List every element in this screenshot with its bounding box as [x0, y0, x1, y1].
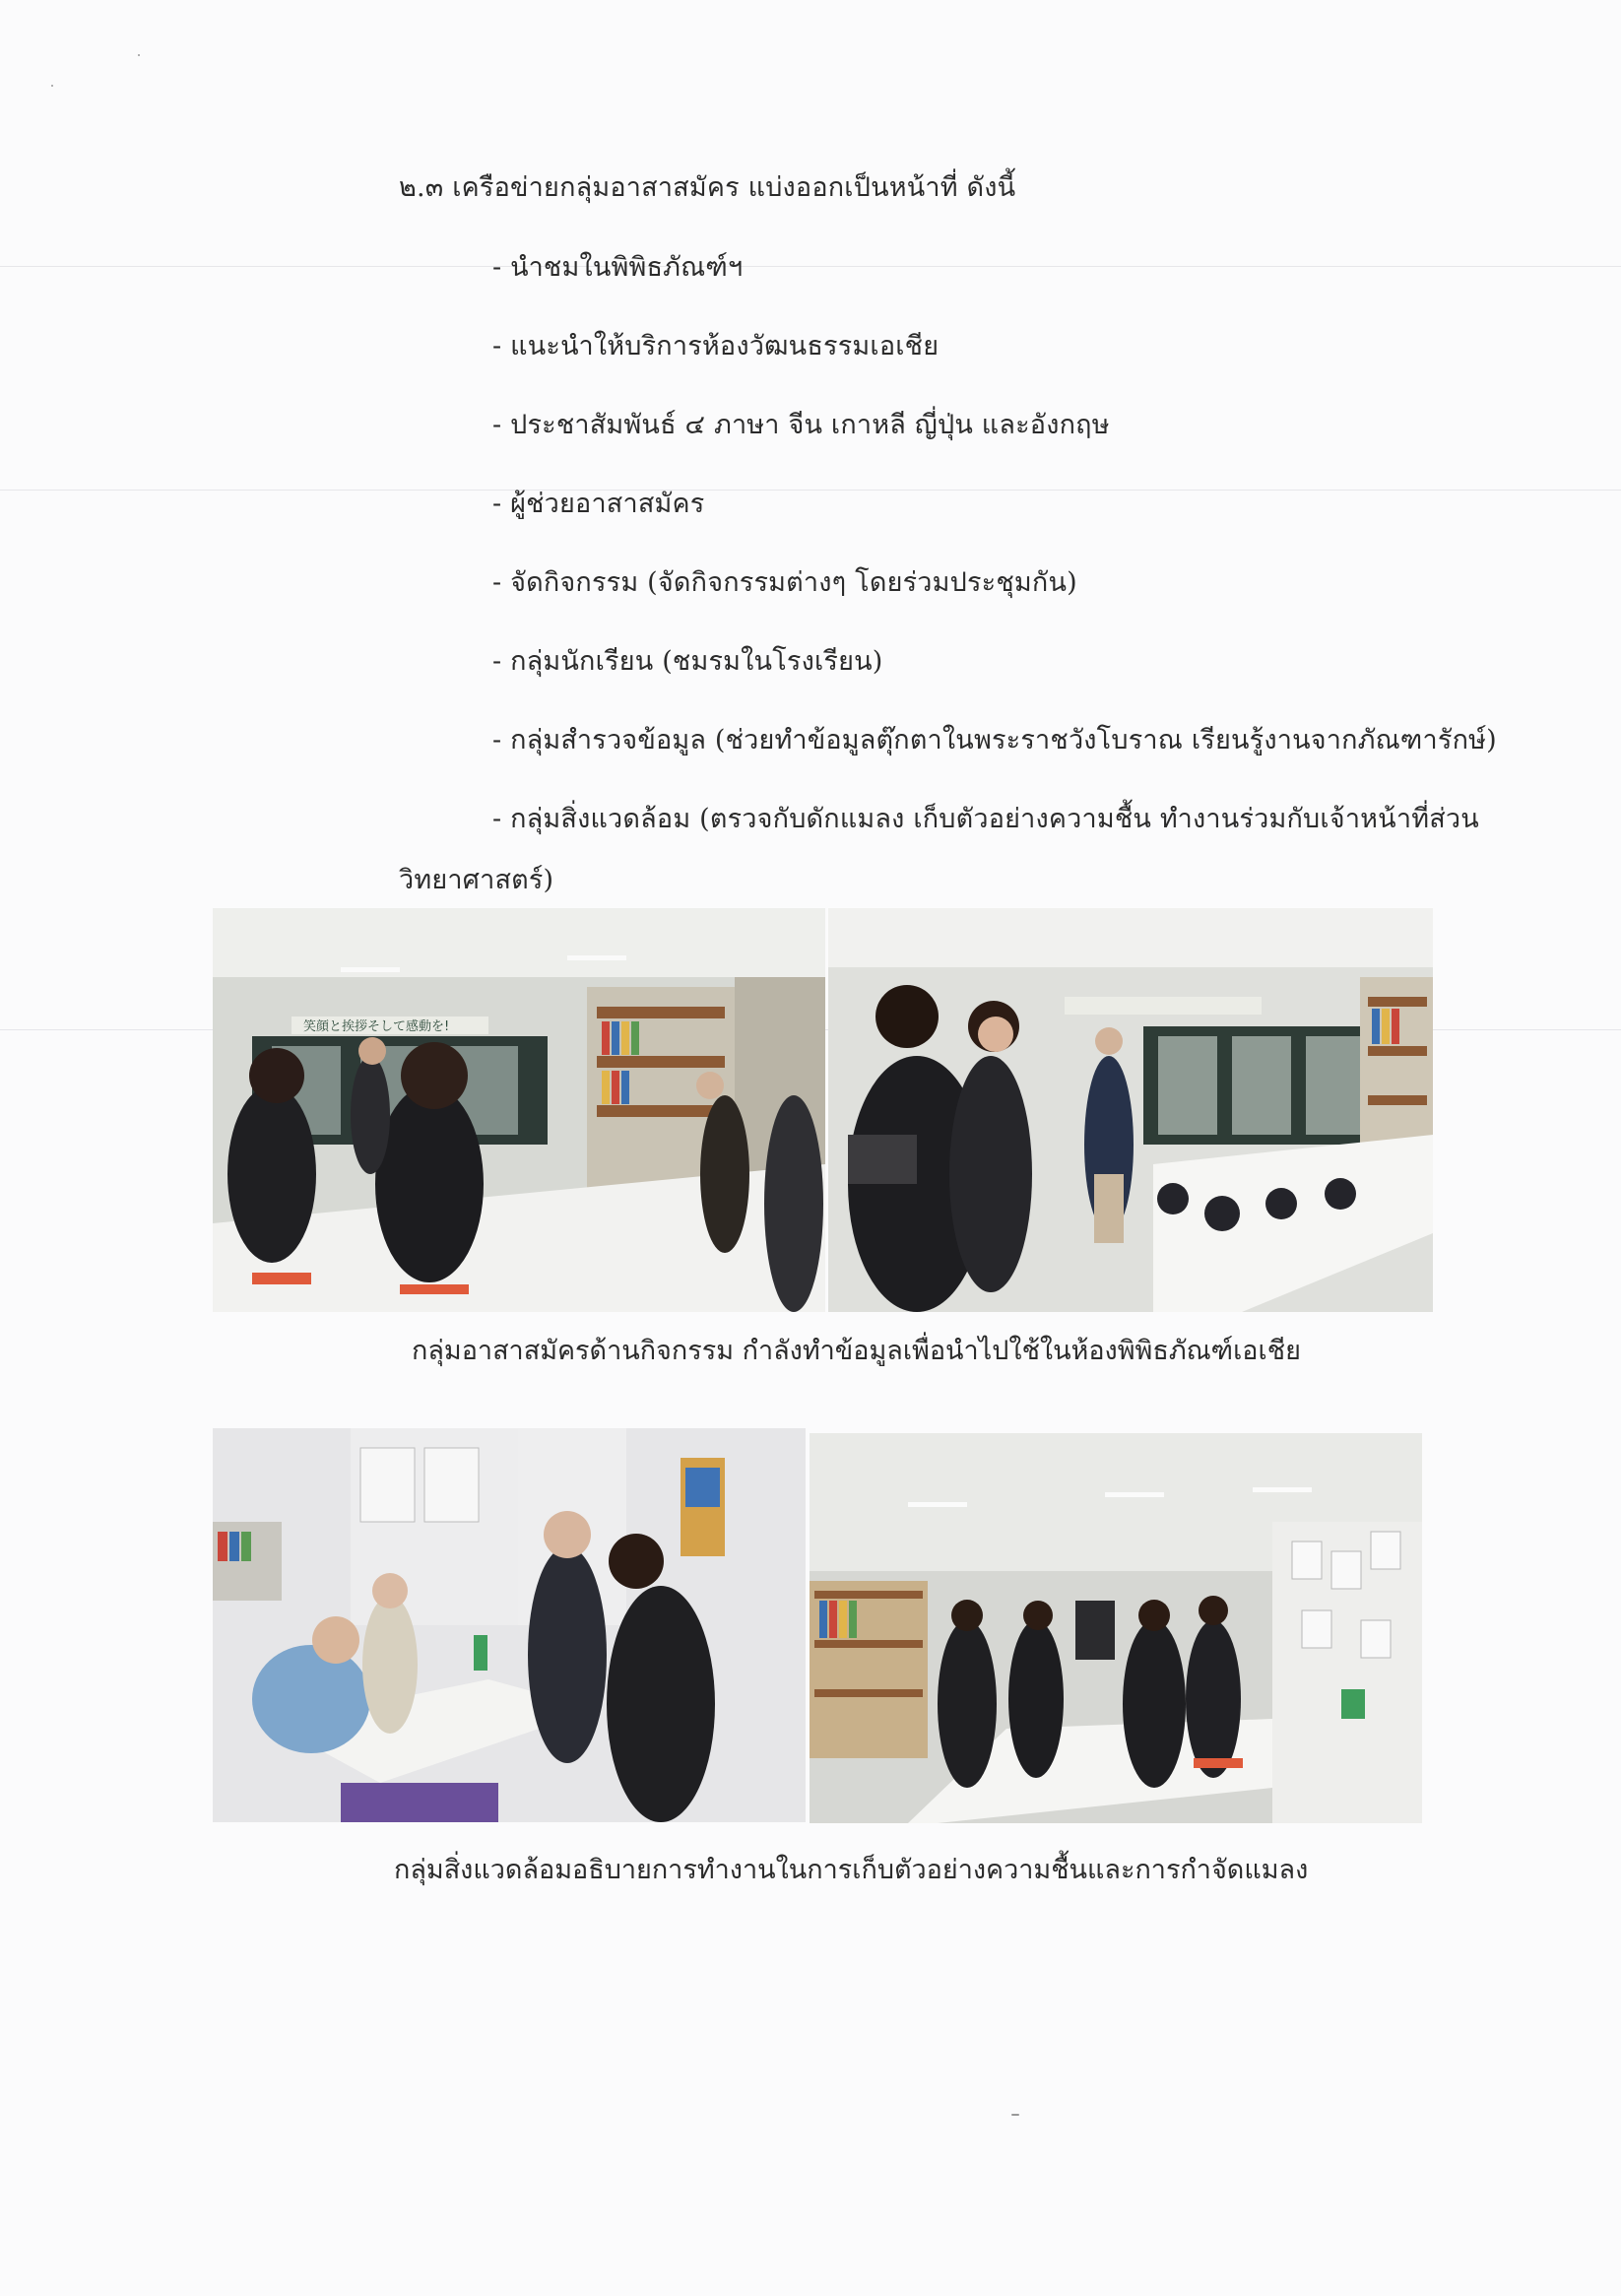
scan-speck	[1011, 2114, 1019, 2116]
photo-environment-group-right	[810, 1433, 1422, 1823]
scan-line	[0, 266, 1621, 267]
section-heading: ๒.๓ เครือข่ายกลุ่มอาสาสมัคร แบ่งออกเป็นหน้าที่ ดังนี้	[399, 172, 1016, 203]
duty-item: - กลุ่มนักเรียน (ชมรมในโรงเรียน)	[492, 646, 883, 677]
duty-item: - แนะนำให้บริการห้องวัฒนธรรมเอเชีย	[492, 331, 940, 361]
duty-item: - จัดกิจกรรม (จัดกิจกรรมต่างๆ โดยร่วมประชุมกัน)	[492, 567, 1077, 598]
duty-item: - นำชมในพิพิธภัณฑ์ฯ	[492, 252, 744, 283]
photo-volunteers-meeting-room-left	[213, 908, 825, 1312]
wall-banner-text: 笑顔と挨拶そして感動を!	[303, 1019, 450, 1034]
duty-item: - ผู้ช่วยอาสาสมัคร	[492, 489, 705, 519]
photo-caption: กลุ่มสิ่งแวดล้อมอธิบายการทำงานในการเก็บตัวอย่างความชื้นและการกำจัดแมลง	[394, 1855, 1309, 1885]
duty-item-continuation: วิทยาศาสตร์)	[399, 865, 554, 895]
photo-volunteers-meeting-room-right	[828, 908, 1433, 1312]
scan-line	[0, 490, 1621, 491]
photo-caption: กลุ่มอาสาสมัครด้านกิจกรรม กำลังทำข้อมูลเพื่อนำไปใช้ในห้องพิพิธภัณฑ์เอเชีย	[412, 1336, 1301, 1366]
photo-environment-group-left	[213, 1428, 806, 1822]
scan-speck	[138, 54, 140, 56]
scan-speck	[51, 85, 53, 87]
duty-item: - กลุ่มสำรวจข้อมูล (ช่วยทำข้อมูลตุ๊กตาในพระราชวังโบราณ เรียนรู้งานจากภัณฑารักษ์)	[492, 725, 1497, 755]
duty-item: - ประชาสัมพันธ์ ๔ ภาษา จีน เกาหลี ญี่ปุ่น และอังกฤษ	[492, 410, 1110, 440]
duty-item: - กลุ่มสิ่งแวดล้อม (ตรวจกับดักแมลง เก็บตัวอย่างความชื้น ทำงานร่วมกับเจ้าหน้าที่ส่วน	[492, 804, 1479, 834]
